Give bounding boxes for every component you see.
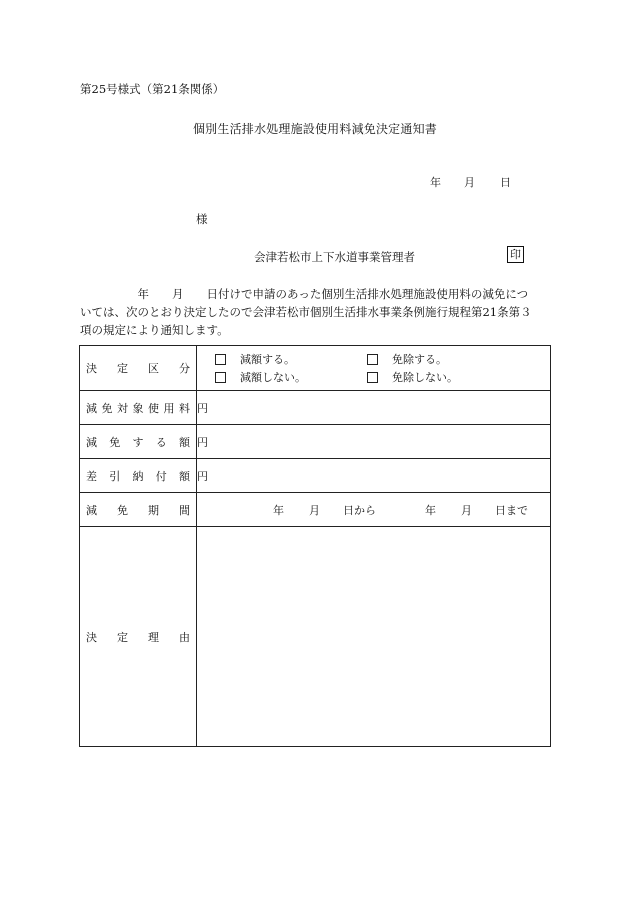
reduction-amount-label — [80, 425, 197, 459]
label-char: 免 — [117, 503, 128, 517]
net-payment-label — [80, 459, 197, 493]
document-title: 個別生活排水処理施設使用料減免決定通知書 — [192, 122, 437, 136]
option-reduce[interactable] — [215, 351, 367, 367]
yen-unit: 円 — [197, 469, 208, 483]
option-label: 免除しない。 — [392, 371, 458, 384]
checkbox[interactable] — [215, 354, 226, 365]
yen-unit: 円 — [197, 435, 208, 449]
notice-line-2: いては、次のとおり決定したので会津若松市個別生活排水事業条例施行規程第21条第３ — [80, 305, 532, 319]
label-char: 減 — [86, 435, 97, 449]
label-char: 分 — [179, 362, 190, 375]
period-from-month: 月 — [309, 503, 320, 517]
label-char: 差 — [86, 469, 97, 483]
form-number: 第25号様式（第21条関係） — [80, 82, 225, 96]
period-from-day: 日から — [343, 503, 376, 517]
label-char: 使 — [148, 401, 159, 415]
period-to-year: 年 — [425, 503, 436, 517]
checkbox[interactable] — [367, 372, 378, 383]
period-to-day: 日まで — [495, 503, 528, 517]
net-payment-field[interactable] — [197, 459, 551, 493]
decision-options — [197, 346, 551, 391]
table-row-reduction-amount — [80, 425, 551, 459]
table-row-period — [80, 493, 551, 527]
label-char: 額 — [179, 469, 190, 483]
label-char: 免 — [101, 401, 113, 415]
addressee-honorific: 様 — [196, 212, 208, 226]
checkbox[interactable] — [367, 354, 378, 365]
label-char: 定 — [117, 362, 128, 375]
table-row-decision — [80, 346, 551, 391]
option-no-reduce[interactable] — [215, 369, 367, 385]
period-to-month: 月 — [461, 503, 472, 517]
label-char: 決 — [86, 362, 97, 375]
label-char: 用 — [163, 401, 175, 415]
label-char: る — [155, 435, 167, 449]
label-char: 減 — [86, 401, 97, 415]
label-char: 理 — [148, 630, 159, 644]
option-no-exempt[interactable] — [367, 369, 517, 385]
checkbox[interactable] — [215, 372, 226, 383]
label-char: 料 — [179, 401, 190, 415]
label-char: 区 — [148, 362, 159, 375]
label-char: 決 — [86, 630, 97, 644]
reason-field[interactable] — [197, 527, 551, 747]
period-field[interactable] — [197, 493, 551, 527]
table-row-reason — [80, 527, 551, 747]
decision-label — [80, 346, 197, 391]
label-char: す — [132, 435, 144, 449]
option-label: 減額する。 — [240, 353, 295, 366]
period-from-year: 年 — [273, 503, 284, 517]
label-char: 定 — [117, 630, 128, 644]
label-char: 由 — [179, 630, 190, 644]
label-char: 引 — [109, 469, 121, 483]
table-row-target-fee — [80, 391, 551, 425]
target-fee-label — [80, 391, 197, 425]
option-label: 免除する。 — [392, 353, 447, 366]
label-char: 期 — [148, 503, 159, 517]
option-exempt[interactable] — [367, 351, 517, 367]
label-char: 減 — [86, 503, 97, 517]
label-char: 免 — [109, 435, 121, 449]
option-label: 減額しない。 — [240, 371, 306, 384]
table-row-net-payment — [80, 459, 551, 493]
label-char: 付 — [155, 469, 167, 483]
label-char: 納 — [132, 469, 144, 483]
label-char: 象 — [132, 401, 144, 415]
reason-label — [80, 527, 197, 747]
issuer-name: 会津若松市上下水道事業管理者 — [254, 250, 415, 264]
target-fee-field[interactable] — [197, 391, 551, 425]
seal-mark: 印 — [507, 246, 524, 263]
label-char: 間 — [179, 503, 190, 517]
period-label — [80, 493, 197, 527]
issue-date — [430, 174, 511, 190]
reduction-amount-field[interactable] — [197, 425, 551, 459]
notice-line-1: 年 月 日付けで申請のあった個別生活排水処理施設使用料の減免につ — [80, 287, 529, 301]
date-day: 日 — [500, 176, 511, 189]
yen-unit: 円 — [197, 401, 208, 415]
date-year: 年 — [430, 176, 441, 189]
decision-table — [79, 345, 551, 747]
label-char: 額 — [179, 435, 190, 449]
notice-body — [80, 285, 550, 339]
label-char: 対 — [117, 401, 128, 415]
notice-line-3: 項の規定により通知します。 — [80, 323, 229, 337]
date-month: 月 — [464, 176, 475, 189]
